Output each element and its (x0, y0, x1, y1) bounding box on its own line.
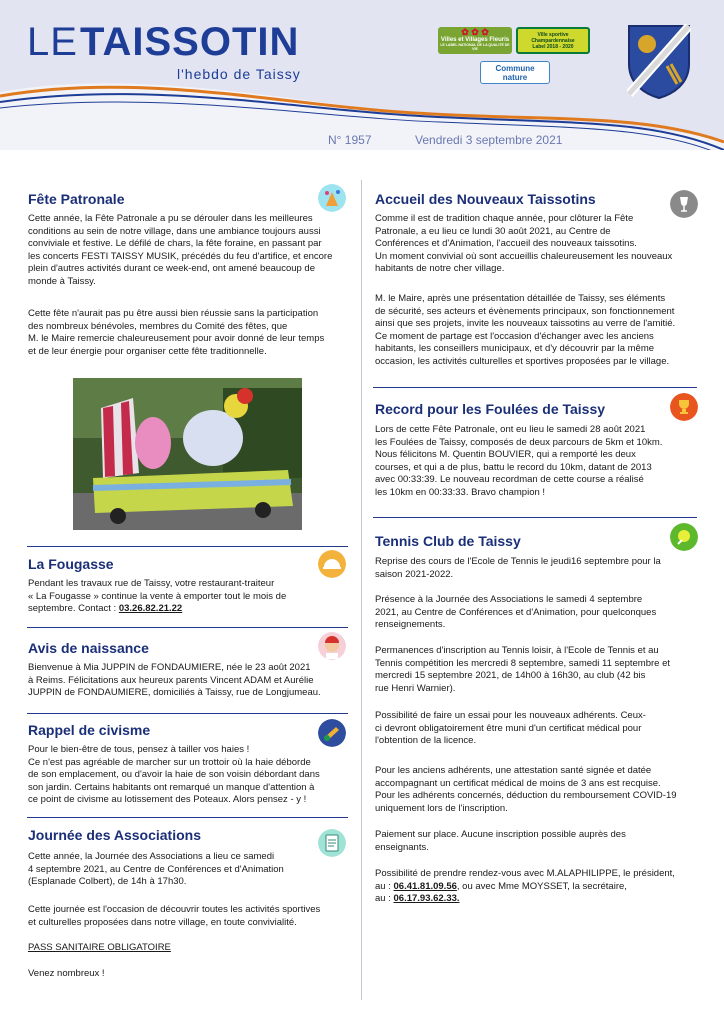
accueil-paragraph-1 (375, 213, 693, 276)
tennis-ball-icon (670, 523, 698, 551)
text-line: Pendant les travaux rue de Taissy, votre restaurant-traiteur (28, 578, 275, 589)
text-line: conditions au sein de notre village, dans une ambiance toujours aussi (28, 225, 321, 237)
president-phone-link[interactable]: 06.41.81.09.56 (393, 880, 457, 892)
masthead-banner (0, 0, 724, 150)
text-line: les concerts FESTI TAISSY MUSIK, précédés du feu d'artifice, et encore (28, 250, 333, 262)
text-line: uniquement lors de l'inscription. (375, 802, 508, 814)
text-line: « La Fougasse » continue la vente à emporter tout le mois de (28, 590, 287, 602)
tennis-title: Tennis Club de Taissy (375, 533, 521, 549)
section-rule (27, 546, 348, 547)
text-line: Conférences et d'Animation, l'accueil des nouveaux taissotins. (375, 238, 637, 249)
text-line: des nombreux bénévoles, membres du Comité des fêtes, que (28, 320, 288, 332)
text-line: les 10km en 00:33:33. Bravo champion ! (375, 486, 546, 498)
text-line: renseignements. (375, 619, 446, 630)
text-line: conviviale et festive. Le défilé de chars, la fête foraine, en passant par (28, 238, 322, 249)
text-line: JUPPIN de FONDAUMIERE, domiciliés à Taissy, rue de Longjumeau. (28, 687, 321, 698)
text-line: ce point de civisme au lotissement des Poteaux. Alors pensez - y ! (28, 794, 307, 805)
section-rule (373, 387, 697, 388)
journee-paragraph-1 (28, 851, 346, 889)
ville-sportive-region: Champardennaise (531, 38, 575, 44)
text-line: habitants de notre cher village. (375, 263, 505, 274)
civisme-title: Rappel de civisme (28, 722, 151, 738)
text-line: plein d'autres activités durant ce week-end, ont amené beaucoup de (28, 263, 315, 274)
commune-nature-line2: nature (502, 73, 528, 82)
tennis-paragraph-4 (375, 710, 693, 748)
villes-fleuries-badge (438, 27, 512, 54)
section-rule (27, 627, 348, 628)
text-line: Présence à la Journée des Associations le samedi 4 septembre (375, 594, 643, 605)
tennis-paragraph-1 (375, 556, 693, 581)
pass-sanitaire-notice: PASS SANITAIRE OBLIGATOIRE (28, 942, 171, 953)
section-rule (27, 713, 348, 714)
secretary-phone-link[interactable]: 06.17.93.62.33. (393, 893, 460, 904)
journee-closing: Venez nombreux ! (28, 968, 105, 979)
text-line: Comme il est de tradition chaque année, pour clôturer la Fête (375, 213, 634, 224)
text-line: Cette journée est l'occasion de découvrir toutes les activités sportives (28, 904, 321, 915)
text-line: les Foulées de Taissy, composés de deux parcours de 5km et 10km. (375, 436, 663, 448)
text-line: l'obtention de la licence. (375, 735, 477, 746)
contact-label: septembre. Contact : (28, 603, 119, 614)
fete-paragraph-2 (28, 308, 346, 358)
food-dish-icon (318, 550, 346, 578)
text-line: accompagnant un certificat médical de moins de 3 ans est recquise. (375, 777, 661, 789)
tennis-paragraph-6 (375, 829, 693, 854)
text-line: de sécurité, ses acteurs et évènements principaux, son fonctionnement (375, 305, 675, 317)
issue-date: Vendredi 3 septembre 2021 (415, 133, 563, 147)
text-line: avec 00:33:39. Le nouveau recordman de cette course a réalisé (375, 474, 644, 485)
text-fragment: , ou avec Mme MOYSSET, la secrétaire, (456, 880, 627, 892)
contact-label: au : (375, 893, 394, 904)
journee-title: Journée des Associations (28, 827, 201, 843)
text-line: 4 septembre 2021, au Centre de Conférences et d'Animation (28, 863, 284, 875)
text-line: Permanences d'inscription au Tennis loisir, à l'Ecole de Tennis et au (375, 645, 659, 656)
masthead-title: TAISSOTIN (80, 20, 300, 64)
villes-fleuries-label: Villes et Villages Fleuris (440, 37, 510, 43)
issue-number: N° 1957 (328, 133, 372, 147)
text-line: enseignants. (375, 841, 429, 853)
ville-sportive-years: Label 2018 - 2020 (532, 44, 574, 50)
text-line: Bienvenue à Mia JUPPIN de FONDAUMIERE, née le 23 août 2021 (28, 662, 311, 673)
text-line: et culturelles proposées dans notre village, en toute convivialité. (28, 916, 297, 928)
text-line: monde à Taissy. (28, 275, 96, 287)
text-line: et de leur énergie pour organiser cette fête traditionnelle. (28, 345, 267, 357)
section-rule (373, 517, 697, 518)
text-line: mercredi 15 septembre 2021, de 14h00 à 16h30, au club (42 bis (375, 670, 646, 681)
party-icon (318, 184, 346, 212)
text-line: Lors de cette Fête Patronale, ont eu lieu le samedi 28 août 2021 (375, 424, 646, 435)
parade-float-photo (73, 378, 302, 530)
contact-label: au : (375, 880, 394, 892)
text-line: rue Henri Warnier). (375, 682, 456, 694)
text-line: son jardin. Certains habitants ont remarqué un manque d'attention à (28, 781, 315, 793)
hedge-trimmer-icon (318, 719, 346, 747)
text-line: Cette fête n'aurait pas pu être aussi bien réussie sans la participation (28, 308, 319, 319)
text-line: ainsi que ses projets, invite les nouveaux taissotins au verre de l'amitié. (375, 318, 676, 329)
section-rule (27, 817, 348, 818)
fougasse-title: La Fougasse (28, 556, 114, 572)
tennis-paragraph-2 (375, 594, 693, 632)
ville-sportive-badge (516, 27, 590, 54)
text-line: (Esplanade Colbert), de 14h à 17h30. (28, 876, 187, 887)
text-line: M. le Maire, après une présentation détaillée de Taissy, ses éléments (375, 293, 666, 304)
tennis-paragraph-3 (375, 645, 693, 695)
text-line: Patronale, a eu lieu ce lundi 30 août 2021, au Centre de (375, 225, 611, 237)
ville-sportive-label: Ville sportive (537, 32, 569, 38)
text-line (28, 603, 346, 616)
civisme-paragraph (28, 744, 346, 807)
fougasse-paragraph (28, 578, 346, 616)
text-line: Paiement sur place. Aucune inscription possible auprès des (375, 829, 626, 840)
text-line: Cette année, la Fête Patronale a pu se dérouler dans les meilleures (28, 213, 313, 224)
text-line: Nous félicitons M. Quentin BOUVIER, qui a remporté les deux (375, 449, 636, 460)
text-line: Un moment convivial où sont accueillis chaleureusement les nouveaux (375, 250, 673, 262)
text-line: Pour le bien-être de tous, pensez à tailler vos haies ! (28, 744, 250, 755)
text-line: Pour les adhérents concernés, déduction du remboursement COVID-19 (375, 790, 677, 801)
text-line: Possibilité de faire un essai pour les nouveaux adhérents. Ceux- (375, 710, 646, 721)
tennis-paragraph-5 (375, 765, 693, 815)
fougasse-phone-link[interactable]: 03.26.82.21.22 (118, 603, 183, 614)
text-line: courses, et qui a de plus, battu le record du 10km, datant de 2013 (375, 461, 652, 473)
column-divider (361, 180, 362, 1000)
flowers-icon: ✿ ✿ ✿ (461, 27, 489, 37)
text-line: Pour les anciens adhérents, une attestation santé signée et datée (375, 765, 652, 776)
accueil-paragraph-2 (375, 293, 693, 368)
fete-paragraph-1 (28, 213, 346, 288)
text-line: Tennis compétition les mercredi 8 septembre, samedi 11 septembre et (375, 657, 670, 669)
text-line: Ce moment de partage est l'occasion d'échanger avec les anciens (375, 330, 654, 342)
masthead-le: LE (27, 20, 78, 64)
naissance-paragraph (28, 662, 346, 700)
villes-fleuries-sublabel: LE LABEL NATIONAL DE LA QUALITÉ DE VIE (440, 43, 510, 51)
text-line: 2021, au Centre de Conférences et d'Animation, pour quelconques (375, 606, 657, 618)
text-line: à Reims. Félicitations aux heureux parents Vincent ADAM et Aurélie (28, 674, 314, 686)
journee-paragraph-2 (28, 904, 346, 929)
masthead-tagline: l'hebdo de Taissy (177, 66, 301, 82)
text-line: Possibilité de prendre rendez-vous avec M.ALAPHILIPPE, le président, (375, 868, 675, 879)
record-paragraph (375, 424, 693, 499)
text-line: M. le Maire remercie chaleureusement pour avoir donné de leur temps (28, 333, 325, 344)
record-title: Record pour les Foulées de Taissy (375, 401, 606, 417)
text-line: Cette année, la Journée des Associations a lieu ce samedi (28, 851, 275, 862)
tennis-paragraph-7 (375, 868, 693, 906)
naissance-title: Avis de naissance (28, 640, 149, 656)
trophy-icon (670, 393, 698, 421)
commune-nature-badge (480, 61, 550, 84)
fete-title: Fête Patronale (28, 191, 125, 207)
baby-icon (318, 632, 346, 660)
text-line: de son emplacement, ou d'avoir la haie de son voisin débordant dans (28, 769, 320, 780)
text-line: ci devront obligatoirement être muni d'un certificat médical pour (375, 722, 642, 734)
text-line: Reprise des cours de l'Ecole de Tennis le jeudi16 septembre pour la (375, 556, 661, 567)
text-line: Ce n'est pas agréable de marcher sur un trottoir où la haie déborde (28, 756, 311, 768)
coat-of-arms-icon (627, 24, 691, 100)
text-line: saison 2021-2022. (375, 568, 454, 580)
accueil-title: Accueil des Nouveaux Taissotins (375, 191, 596, 207)
text-line (375, 881, 693, 894)
text-line: habitants, les conseillers municipaux, et d'y découvrir par la même (375, 343, 655, 354)
text-line (375, 893, 693, 906)
commune-nature-line1: Commune (495, 64, 535, 73)
text-line: occasion, les activités culturelles et sportives proposées par le village. (375, 355, 670, 367)
